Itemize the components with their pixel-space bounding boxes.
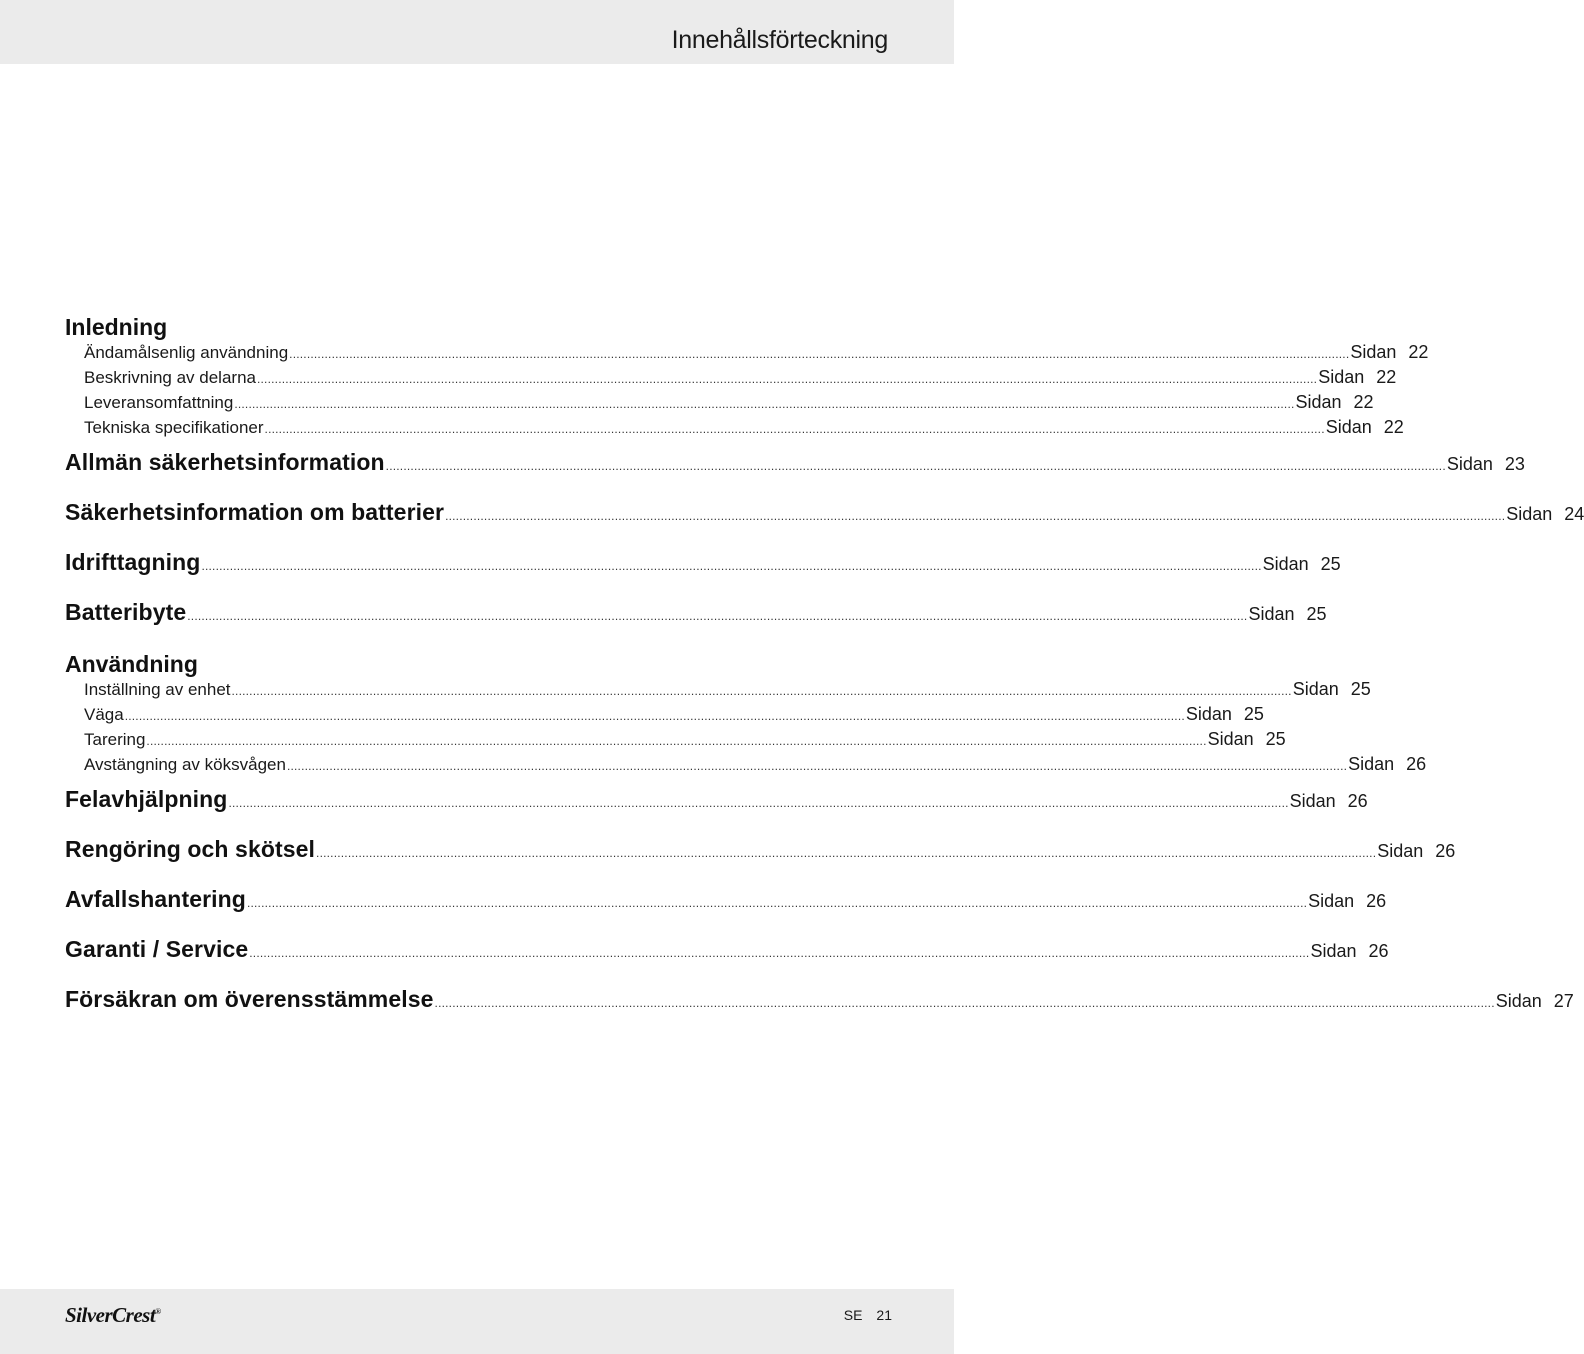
toc-entry-label: Beskrivning av delarna [84,368,256,387]
toc-page-number: 26 [1347,791,1368,811]
leader-dots: ............................................................................................................................................................................................................................................................................................................ [228,796,1289,810]
toc-entry-label: Leveransomfattning [84,393,234,412]
toc-main-entry[interactable] [65,836,1456,886]
toc-page-number: 26 [1435,841,1456,861]
leader-dots: ............................................................................................................................................................................................................................................................................................................ [246,896,1308,910]
leader-dots: ............................................................................................................................................................................................................................................................................................................ [124,709,1185,723]
toc-entry-label: Avstängning av köksvågen [84,755,286,774]
toc-entry[interactable] [65,679,1371,704]
leader-dots: ............................................................................................................................................................................................................................................................................................................ [385,459,1446,473]
toc-page-prefix: Sidan [1325,417,1372,437]
toc-page-number: 26 [1368,941,1389,961]
toc-page-prefix: Sidan [1308,891,1355,911]
toc-main-entry[interactable] [65,449,1525,499]
leader-dots: ............................................................................................................................................................................................................................................................................................................ [201,559,1262,573]
toc-page-prefix: Sidan [1248,604,1295,624]
footer-page-info [830,1307,892,1323]
toc-page-number: 26 [1366,891,1387,911]
brand-logo [65,1303,161,1328]
toc-page-prefix: Sidan [1289,791,1336,811]
toc-entry[interactable] [65,704,1264,729]
registered-mark: ® [155,1307,161,1316]
toc-entry-label: Väga [84,705,124,724]
toc-main-entry[interactable] [65,986,1574,1036]
toc-entry-label: Säkerhetsinformation om batterier [65,499,445,525]
leader-dots: ............................................................................................................................................................................................................................................................................................................ [286,759,1348,773]
leader-dots: ............................................................................................................................................................................................................................................................................................................ [231,684,1292,698]
toc-page-prefix: Sidan [1207,729,1254,749]
page-number: 21 [876,1307,892,1323]
toc-main-entry[interactable] [65,786,1368,836]
toc-page-number: 25 [1320,554,1341,574]
brand-name: SilverCrest [65,1303,156,1327]
toc-section-inledning [65,312,1429,442]
toc-main-entry[interactable] [65,886,1387,936]
toc-page-number: 22 [1408,342,1429,362]
toc-page-number: 25 [1306,604,1327,624]
leader-dots: ............................................................................................................................................................................................................................................................................................................ [234,397,1295,411]
toc-page-prefix: Sidan [1495,991,1542,1011]
toc-heading[interactable]: Inledning [65,314,168,340]
toc-page-number: 22 [1383,417,1404,437]
toc-page-number: 25 [1243,704,1264,724]
toc-entry[interactable] [65,417,1404,442]
toc-entry-label: Tarering [84,730,146,749]
toc-page-number: 25 [1350,679,1371,699]
leader-dots: ............................................................................................................................................................................................................................................................................................................ [146,734,1207,748]
page-header [0,0,954,64]
leader-dots: ............................................................................................................................................................................................................................................................................................................ [264,422,1325,436]
toc-page-number: 22 [1353,392,1374,412]
leader-dots: ............................................................................................................................................................................................................................................................................................................ [289,347,1350,361]
toc-section-anvandning [65,649,1427,779]
toc-main-entry[interactable] [65,599,1327,649]
leader-dots: ............................................................................................................................................................................................................................................................................................................ [316,846,1377,860]
toc-main-entry[interactable] [65,499,1584,549]
leader-dots: ............................................................................................................................................................................................................................................................................................................ [434,996,1495,1010]
toc-page-number: 23 [1504,454,1525,474]
toc-page-number: 22 [1376,367,1397,387]
toc-page-prefix: Sidan [1348,754,1395,774]
toc-entry[interactable] [65,754,1427,779]
toc-entry[interactable] [65,367,1397,392]
toc-entry-label: Felavhjälpning [65,786,228,812]
toc-page-prefix: Sidan [1318,367,1365,387]
toc-page-prefix: Sidan [1377,841,1424,861]
toc-entry-label: Allmän säkerhetsinformation [65,449,385,475]
toc-entry-label: Försäkran om överensstämmelse [65,986,434,1012]
leader-dots: ............................................................................................................................................................................................................................................................................................................ [445,509,1506,523]
toc-page-prefix: Sidan [1292,679,1339,699]
toc-entry[interactable] [65,392,1374,417]
toc-page-number: 24 [1564,504,1584,524]
toc-page-number: 27 [1553,991,1574,1011]
toc-entry-label: Garanti / Service [65,936,249,962]
table-of-contents [65,312,1584,1036]
toc-page-prefix: Sidan [1506,504,1553,524]
toc-entry[interactable] [65,729,1286,754]
toc-entry-label: Batteribyte [65,599,187,625]
toc-heading[interactable]: Användning [65,651,198,677]
toc-page-prefix: Sidan [1350,342,1397,362]
leader-dots: ............................................................................................................................................................................................................................................................................................................ [187,609,1248,623]
toc-entry-label: Rengöring och skötsel [65,836,316,862]
toc-entry-label: Ändamålsenlig användning [84,343,289,362]
toc-page-prefix: Sidan [1185,704,1232,724]
toc-page-prefix: Sidan [1310,941,1357,961]
toc-entry-label: Inställning av enhet [84,680,231,699]
toc-page-number: 25 [1265,729,1286,749]
toc-entry[interactable] [65,342,1429,367]
toc-main-entry[interactable] [65,936,1389,986]
toc-main-entry[interactable] [65,549,1341,599]
leader-dots: ............................................................................................................................................................................................................................................................................................................ [256,372,1318,386]
toc-entry-label: Idrifttagning [65,549,201,575]
page-footer [0,1289,954,1354]
toc-page-prefix: Sidan [1262,554,1309,574]
toc-page-prefix: Sidan [1295,392,1342,412]
toc-entry-label: Tekniska specifikationer [84,418,264,437]
leader-dots: ............................................................................................................................................................................................................................................................................................................ [249,946,1310,960]
language-code: SE [843,1307,863,1323]
toc-page-prefix: Sidan [1446,454,1493,474]
toc-page-number: 26 [1406,754,1427,774]
page-title: Innehållsförteckning [671,26,888,54]
toc-entry-label: Avfallshantering [65,886,246,912]
